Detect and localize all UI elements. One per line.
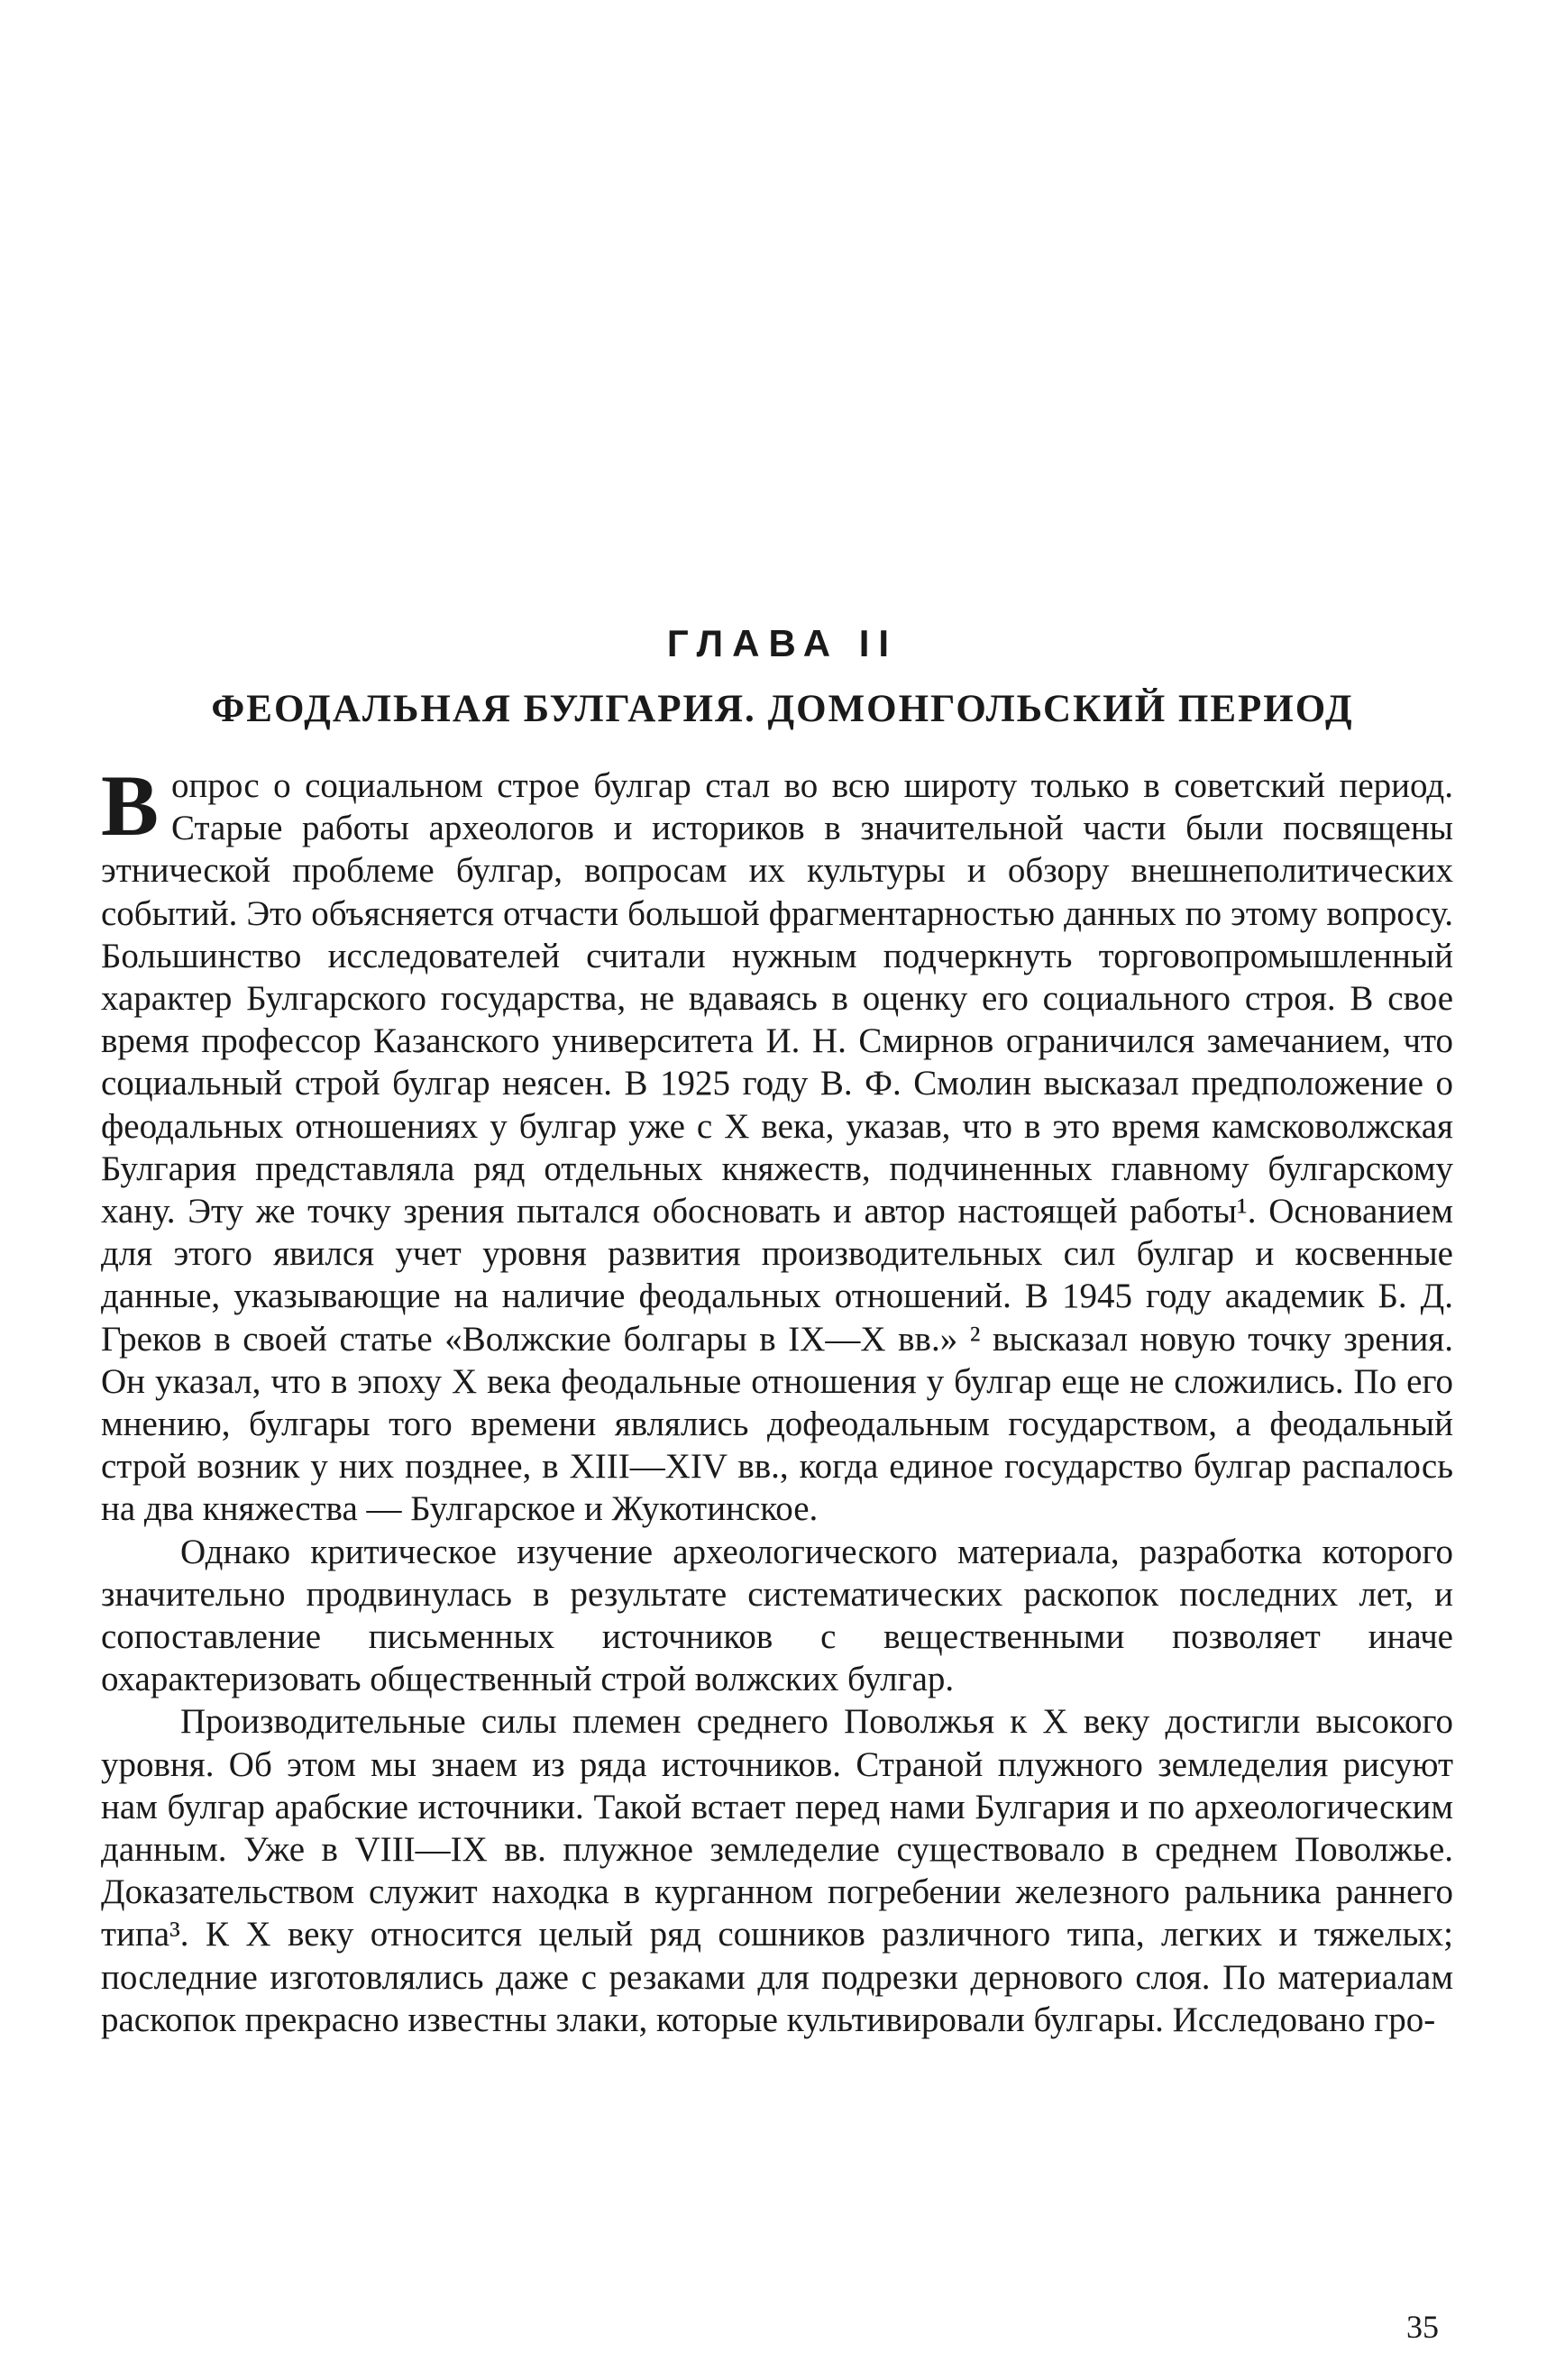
body-text — [101, 757, 1453, 2041]
drop-cap: В — [101, 757, 160, 854]
paragraph-text: Производительные силы племен среднего Поволжья к X веку достигли высокого уровня. Об этом мы знаем из ряда источников. Страной плужного земледелия рисуют нам булгар арабские источники. Такой встает перед нами Булгария и по археологическим данным. Уже в VIII—IX вв. плужное земледелие существовало в среднем Поволжье. Доказательством служит находка в курганном погребении железного ральника раннего типа³. К X веку относится целый ряд сошников различного типа, легких и тяжелых; последние изготовлялись даже с резаками для подрезки дернового слоя. По материалам раскопок прекрасно известны злаки, которые культивировали булгары. Исследовано гро- — [101, 1702, 1453, 2039]
chapter-label: ГЛАВА II — [666, 622, 899, 664]
paragraph — [101, 757, 1453, 1531]
paragraph — [101, 1700, 1453, 2041]
paragraph — [101, 1531, 1453, 1701]
page-number: 35 — [1406, 2309, 1439, 2345]
paragraph-text: опрос о социальном строе булгар стал во всю широту только в советский период. Старые работы археологов и историков в значительной части были посвящены этнической проблеме булгар, вопросам их культуры и обзору внешнеполитических событий. Это объясняется отчасти большой фрагментарностью данных по этому вопросу. Большинство исследователей считали нужным подчеркнуть торговопромышленный характер Булгарского государства, не вдаваясь в оценку его социального строя. В свое время профессор Казанского университета И. Н. Смирнов ограничился замечанием, что социальный строй булгар неясен. В 1925 году В. Ф. Смолин высказал предположение о феодальных отношениях у булгар уже с X века, указав, что в это время камсковолжская Булгария представляла ряд отдельных княжеств, подчиненных главному булгарскому хану. Эту же точку зрения пытался обосновать и автор настоящей работы¹. Основанием для этого явился учет уровня развития производительных сил булгар и косвенные данные, указывающие на наличие феодальных отношений. В 1945 году академик Б. Д. Греков в своей статье «Волжские болгары в IX—X вв.» ² высказал новую точку зрения. Он указал, что в эпоху X века феодальные отношения у булгар еще не сложились. По его мнению, булгары того времени являлись дофеодальным государством, а феодальный строй возник у них позднее, в XIII—XIV вв., когда единое государство булгар распалось на два княжества — Булгарское и Жукотинское. — [101, 766, 1453, 1529]
chapter-title: ФЕОДАЛЬНАЯ БУЛГАРИЯ. ДОМОНГОЛЬСКИЙ ПЕРИОД — [211, 688, 1354, 730]
paragraph-text: Однако критическое изучение археологического материала, разработка которого значительно продвинулась в результате систематических раскопок последних лет, и сопоставление письменных источников с вещественными позволяет иначе охарактеризовать общественный строй волжских булгар. — [101, 1532, 1453, 1699]
